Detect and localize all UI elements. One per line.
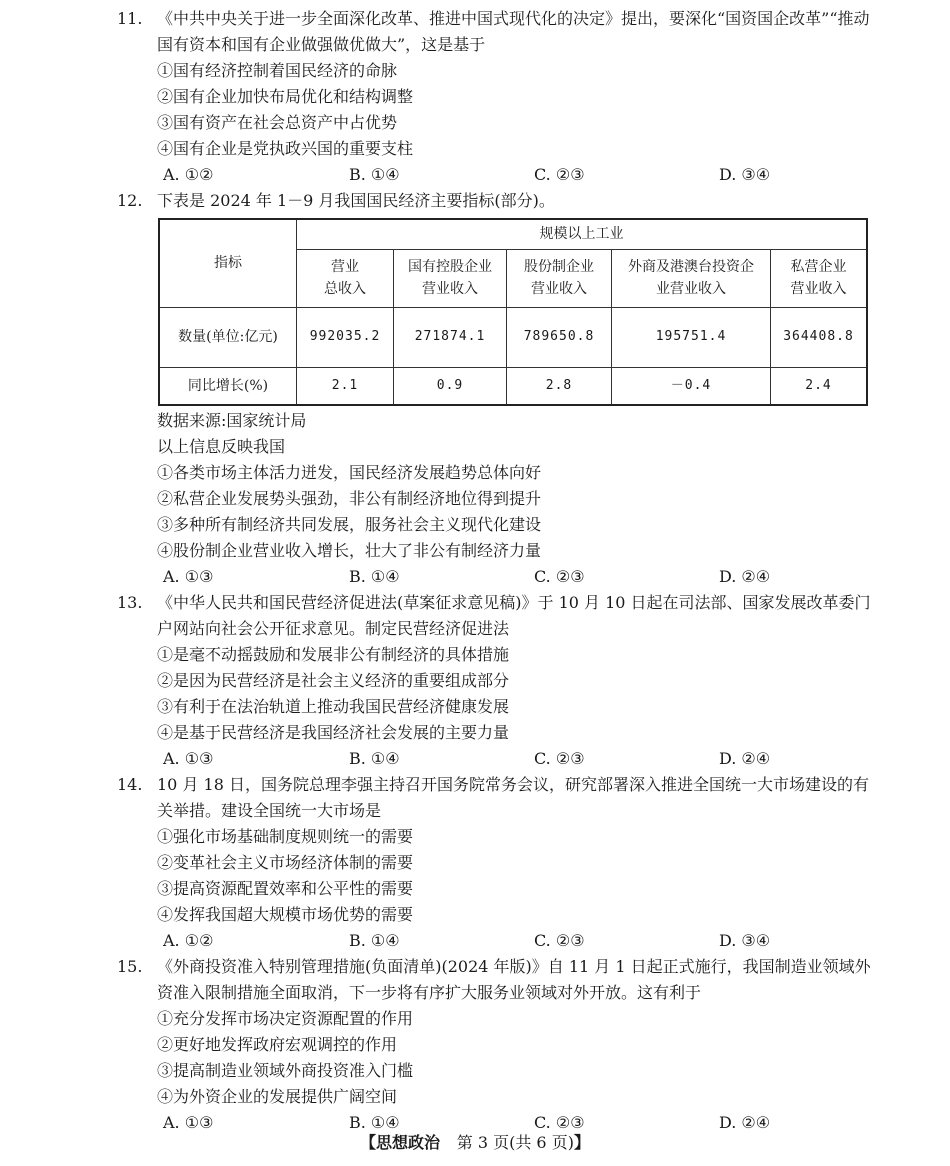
option-4: ④是基于民营经济是我国经济社会发展的主要力量 [157, 723, 510, 742]
row-label: 同比增长(%) [159, 367, 297, 405]
question-15 [0, 954, 950, 1136]
option-1: ①是毫不动摇鼓励和发展非公有制经济的具体措施 [157, 645, 510, 664]
stem-text: 《外商投资准入特别管理措施(负面清单)(2024 年版)》自 11 月 1 日起正式施行，我国制造业领域外资准入限制措施全面取消，下一步将有序扩大服务业领域对外开放。这有利于 [157, 957, 871, 1002]
table-row [159, 367, 867, 405]
table-cell: 992035.2 [297, 307, 394, 367]
option-4: ④股份制企业营业收入增长，壮大了非公有制经济力量 [157, 541, 542, 560]
question-stem [0, 590, 950, 642]
table-cell: 789650.8 [507, 307, 612, 367]
choice-c[interactable]: C. ②③ [534, 1113, 585, 1132]
footer-subject: 【思想政治 [360, 1133, 441, 1152]
table-row [159, 307, 867, 367]
question-12 [0, 188, 950, 590]
answer-choices [0, 564, 950, 590]
choice-a[interactable]: A. ①③ [163, 567, 214, 586]
question-lead: 以上信息反映我国 [157, 437, 286, 456]
option-2: ②变革社会主义市场经济体制的需要 [157, 853, 414, 872]
data-source: 数据来源:国家统计局 [157, 411, 307, 430]
question-stem [0, 188, 950, 214]
choice-d[interactable]: D. ③④ [719, 165, 771, 184]
option-3: ③国有资产在社会总资产中占优势 [157, 113, 398, 132]
column-header: 营业 总收入 [297, 249, 394, 307]
option-3: ③提高资源配置效率和公平性的需要 [157, 879, 414, 898]
question-number: 12. [117, 191, 143, 210]
question-number: 15. [117, 957, 143, 976]
footer-close: 】 [573, 1133, 590, 1152]
question-stem [0, 772, 950, 824]
choice-b[interactable]: B. ①④ [349, 749, 400, 768]
column-header: 股份制企业 营业收入 [507, 249, 612, 307]
option-3: ③提高制造业领域外商投资准入门槛 [157, 1061, 414, 1080]
footer-page-number: 第 3 页(共 6 页) [456, 1133, 574, 1152]
exam-page [0, 6, 950, 1136]
question-11 [0, 6, 950, 188]
question-stem [0, 954, 950, 1006]
answer-choices [0, 746, 950, 772]
choice-d[interactable]: D. ②④ [719, 567, 771, 586]
indicator-header: 指标 [159, 219, 297, 307]
stem-text: 10 月 18 日，国务院总理李强主持召开国务院常务会议，研究部署深入推进全国统一大市场建设的有关举措。建设全国统一大市场是 [157, 775, 869, 820]
table-cell: 2.8 [507, 367, 612, 405]
choice-b[interactable]: B. ①④ [349, 567, 400, 586]
choice-b[interactable]: B. ①④ [349, 165, 400, 184]
choice-c[interactable]: C. ②③ [534, 165, 585, 184]
economic-indicators-table [158, 218, 868, 406]
option-3: ③有利于在法治轨道上推动我国民营经济健康发展 [157, 697, 510, 716]
option-2: ②国有企业加快布局优化和结构调整 [157, 87, 414, 106]
table-cell: 271874.1 [394, 307, 507, 367]
question-number: 11. [117, 9, 143, 28]
page-footer [0, 1130, 950, 1156]
option-2: ②是因为民营经济是社会主义经济的重要组成部分 [157, 671, 510, 690]
column-header: 国有控股企业 营业收入 [394, 249, 507, 307]
group-header: 规模以上工业 [297, 219, 868, 249]
answer-choices [0, 162, 950, 188]
stem-text: 《中共中央关于进一步全面深化改革、推进中国式现代化的决定》提出，要深化“国资国企改革”“推动国有资本和国有企业做强做优做大”，这是基于 [157, 9, 870, 54]
choice-d[interactable]: D. ②④ [719, 749, 771, 768]
choice-d[interactable]: D. ③④ [719, 931, 771, 950]
column-header: 私营企业 营业收入 [771, 249, 868, 307]
question-13 [0, 590, 950, 772]
option-4: ④为外资企业的发展提供广阔空间 [157, 1087, 398, 1106]
option-3: ③多种所有制经济共同发展，服务社会主义现代化建设 [157, 515, 542, 534]
choice-b[interactable]: B. ①④ [349, 931, 400, 950]
choice-c[interactable]: C. ②③ [534, 931, 585, 950]
option-2: ②更好地发挥政府宏观调控的作用 [157, 1035, 398, 1054]
option-1: ①各类市场主体活力迸发，国民经济发展趋势总体向好 [157, 463, 542, 482]
question-number: 13. [117, 593, 143, 612]
table-cell: 2.4 [771, 367, 868, 405]
answer-choices [0, 928, 950, 954]
choice-c[interactable]: C. ②③ [534, 749, 585, 768]
question-number: 14. [117, 775, 143, 794]
option-2: ②私营企业发展势头强劲，非公有制经济地位得到提升 [157, 489, 542, 508]
choice-b[interactable]: B. ①④ [349, 1113, 400, 1132]
choice-a[interactable]: A. ①② [163, 931, 214, 950]
option-4: ④国有企业是党执政兴国的重要支柱 [157, 139, 414, 158]
column-header: 外商及港澳台投资企 业营业收入 [612, 249, 771, 307]
table-cell: 2.1 [297, 367, 394, 405]
choice-a[interactable]: A. ①③ [163, 749, 214, 768]
option-1: ①充分发挥市场决定资源配置的作用 [157, 1009, 414, 1028]
table-cell: 364408.8 [771, 307, 868, 367]
choice-a[interactable]: A. ①② [163, 165, 214, 184]
table-cell: 0.9 [394, 367, 507, 405]
option-1: ①强化市场基础制度规则统一的需要 [157, 827, 414, 846]
stem-text: 《中华人民共和国民营经济促进法(草案征求意见稿)》于 10 月 10 日起在司法部、国家发展改革委门户网站向社会公开征求意见。制定民营经济促进法 [157, 593, 871, 638]
row-label: 数量(单位:亿元) [159, 307, 297, 367]
table-cell: －0.4 [612, 367, 771, 405]
choice-d[interactable]: D. ②④ [719, 1113, 771, 1132]
question-14 [0, 772, 950, 954]
option-4: ④发挥我国超大规模市场优势的需要 [157, 905, 414, 924]
table-cell: 195751.4 [612, 307, 771, 367]
choice-a[interactable]: A. ①③ [163, 1113, 214, 1132]
option-1: ①国有经济控制着国民经济的命脉 [157, 61, 398, 80]
question-stem [0, 6, 950, 58]
choice-c[interactable]: C. ②③ [534, 567, 585, 586]
stem-text: 下表是 2024 年 1－9 月我国国民经济主要指标(部分)。 [157, 191, 555, 210]
